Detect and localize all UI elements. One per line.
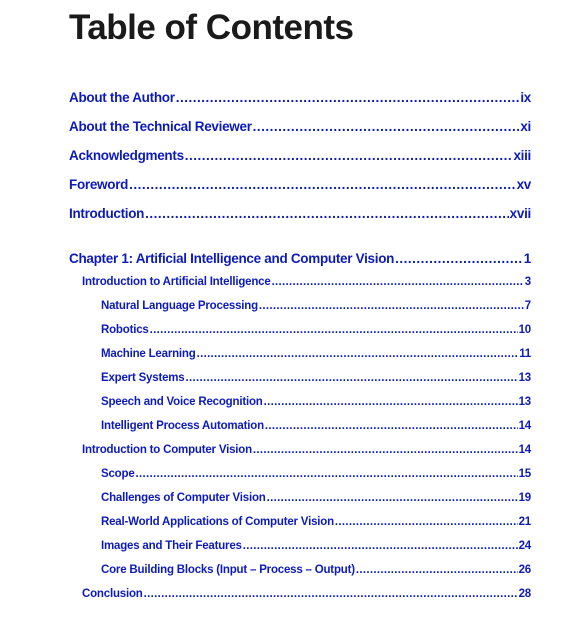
toc-entry-label: Natural Language Processing (101, 300, 258, 312)
toc-entry-real-world-applications[interactable] (101, 516, 531, 528)
dot-leader (145, 206, 509, 221)
dot-leader (395, 251, 523, 266)
toc-entry-chapter-1[interactable] (69, 251, 531, 266)
dot-leader (186, 372, 518, 384)
toc-entry-page: 14 (518, 444, 531, 456)
dot-leader (253, 444, 518, 456)
toc-entry-page: 3 (524, 276, 531, 288)
toc-entry-page: 19 (518, 492, 531, 504)
toc-entry-label: Challenges of Computer Vision (101, 492, 266, 504)
toc-entry-label: Expert Systems (101, 372, 185, 384)
toc-entry-page: 13 (518, 372, 531, 384)
toc-entry-label: About the Author (69, 90, 175, 105)
toc-entry-conclusion[interactable] (82, 588, 531, 600)
toc-entry-page: 26 (518, 564, 531, 576)
toc-entry-page: 14 (518, 420, 531, 432)
toc-entry-page: 11 (519, 348, 531, 360)
toc-entry-page: 1 (523, 251, 531, 266)
toc-entry-page: 7 (524, 300, 531, 312)
toc-entry-page: xiii (513, 148, 531, 163)
toc-entry-label: Machine Learning (101, 348, 196, 360)
toc-entry-label: Robotics (101, 324, 149, 336)
toc-entry-page: 24 (518, 540, 531, 552)
toc-entry-about-the-author[interactable] (69, 90, 531, 105)
toc-entry-page: xvii (509, 206, 531, 221)
toc-entry-label: About the Technical Reviewer (69, 119, 252, 134)
toc-entry-page: 21 (518, 516, 531, 528)
toc-entry-challenges-of-cv[interactable] (101, 492, 531, 504)
toc-entry-label: Introduction to Computer Vision (82, 444, 252, 456)
toc-entry-intro-to-computer-vision[interactable] (82, 444, 531, 456)
toc-entry-acknowledgments[interactable] (69, 148, 531, 163)
dot-leader (129, 177, 515, 192)
toc-entry-speech-voice-recognition[interactable] (101, 396, 531, 408)
dot-leader (272, 276, 524, 288)
toc-entry-nlp[interactable] (101, 300, 531, 312)
toc-entry-page: xv (516, 177, 531, 192)
toc-entry-page: 10 (518, 324, 531, 336)
toc-entry-label: Chapter 1: Artificial Intelligence and Computer Vision (69, 251, 395, 266)
toc-entry-page: ix (520, 90, 531, 105)
toc-entry-foreword[interactable] (69, 177, 531, 192)
toc-entry-robotics[interactable] (101, 324, 531, 336)
toc-entry-label: Scope (101, 468, 135, 480)
dot-leader (356, 564, 518, 576)
toc-entry-label: Conclusion (82, 588, 143, 600)
dot-leader (259, 300, 524, 312)
dot-leader (265, 420, 518, 432)
toc-entry-introduction[interactable] (69, 206, 531, 221)
dot-leader (136, 468, 518, 480)
dot-leader (264, 396, 518, 408)
toc-entry-page: 28 (518, 588, 531, 600)
toc-entry-label: Acknowledgments (69, 148, 184, 163)
toc-entry-label: Core Building Blocks (Input – Process – Output) (101, 564, 355, 576)
toc-entry-scope[interactable] (101, 468, 531, 480)
toc-entry-intro-to-ai[interactable] (82, 276, 531, 288)
toc-entry-label: Images and Their Features (101, 540, 242, 552)
toc-entry-machine-learning[interactable] (101, 348, 531, 360)
toc-entry-label: Introduction (69, 206, 145, 221)
dot-leader (150, 324, 518, 336)
dot-leader (197, 348, 519, 360)
dot-leader (253, 119, 520, 134)
toc-entry-intelligent-process-automation[interactable] (101, 420, 531, 432)
page-title: Table of Contents (69, 8, 354, 47)
toc-entry-page: 13 (518, 396, 531, 408)
toc-entry-about-the-technical-reviewer[interactable] (69, 119, 531, 134)
toc-entry-label: Real-World Applications of Computer Vision (101, 516, 334, 528)
toc-entry-expert-systems[interactable] (101, 372, 531, 384)
toc-entry-core-building-blocks[interactable] (101, 564, 531, 576)
toc-entry-label: Foreword (69, 177, 129, 192)
dot-leader (243, 540, 518, 552)
toc-entry-images-and-features[interactable] (101, 540, 531, 552)
toc-entry-label: Speech and Voice Recognition (101, 396, 263, 408)
dot-leader (144, 588, 518, 600)
toc-entry-label: Introduction to Artificial Intelligence (82, 276, 271, 288)
toc-entry-label: Intelligent Process Automation (101, 420, 264, 432)
dot-leader (185, 148, 513, 163)
toc-entry-page: xi (520, 119, 531, 134)
dot-leader (267, 492, 518, 504)
toc-entry-page: 15 (518, 468, 531, 480)
dot-leader (176, 90, 520, 105)
dot-leader (335, 516, 518, 528)
